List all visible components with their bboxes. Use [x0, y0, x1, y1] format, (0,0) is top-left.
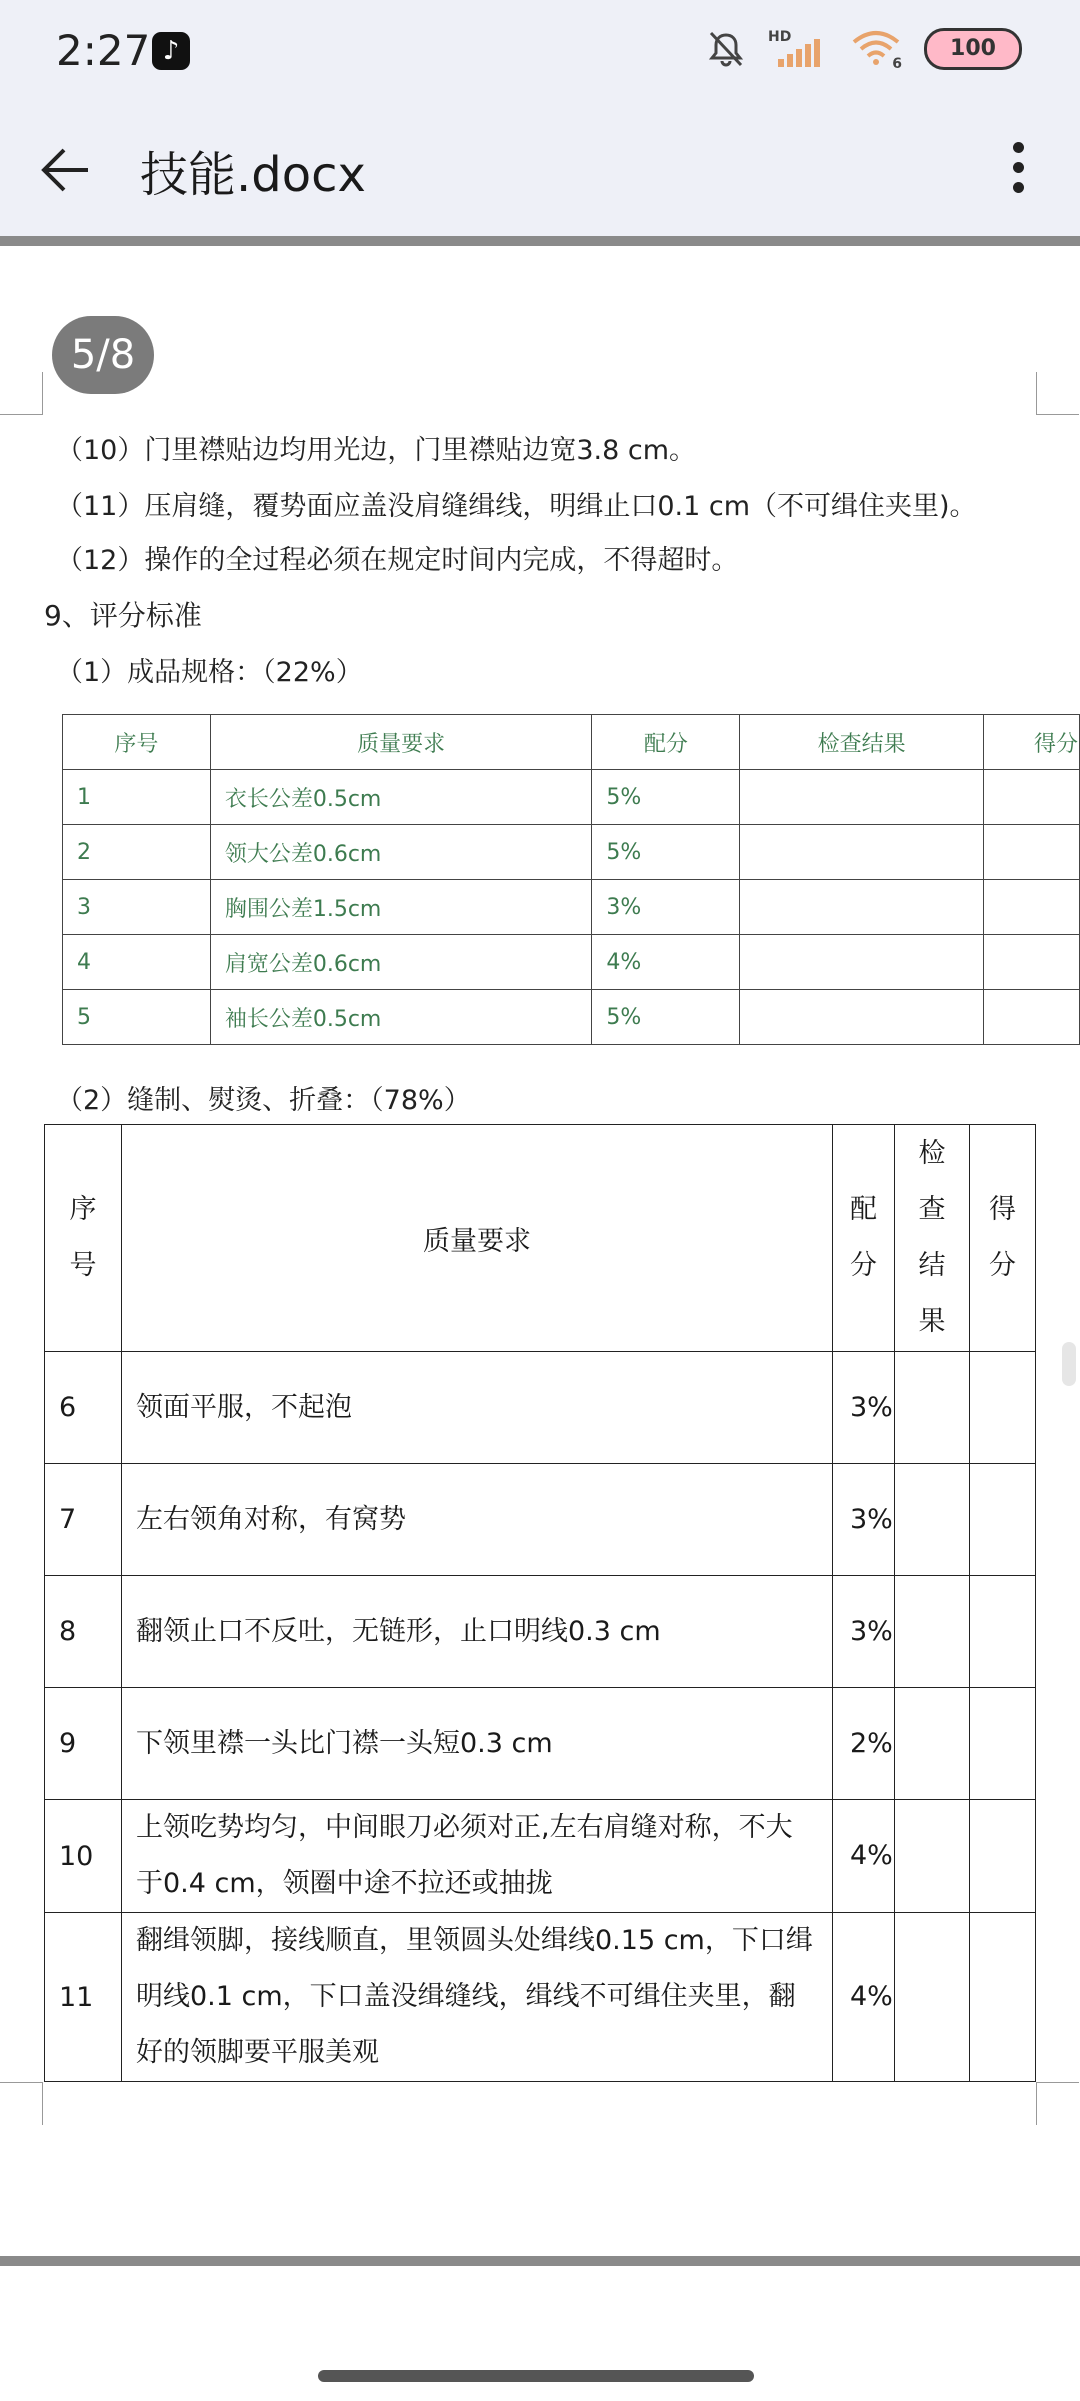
table-header-cell: 质量要求: [122, 1125, 833, 1352]
top-divider: [0, 236, 1080, 246]
row-result: [970, 1576, 1036, 1688]
specification-table: [62, 714, 1080, 1045]
row-number: 7: [45, 1464, 122, 1576]
page-corner-mark: [0, 2082, 43, 2125]
table-header-cell: 得分: [970, 1125, 1036, 1352]
row-requirement: 胸围公差1.5cm: [210, 880, 592, 935]
row-check-result: [740, 825, 984, 880]
row-requirement: 翻领止口不反吐，无链形，止口明线0.3 cm: [122, 1576, 833, 1688]
row-score: 3%: [833, 1576, 895, 1688]
row-requirement: 衣长公差0.5cm: [210, 770, 592, 825]
text-line: （11）压肩缝，覆势面应盖没肩缝缉线，明缉止口0.1 cm（不可缉住夹里)。: [56, 491, 977, 522]
battery-icon: 100: [924, 28, 1022, 70]
page-indicator: 5/8: [52, 316, 154, 394]
row-number: 1: [63, 770, 211, 825]
row-requirement: 肩宽公差0.6cm: [210, 935, 592, 990]
row-number: 2: [63, 825, 211, 880]
row-score: 5%: [592, 990, 740, 1045]
more-options-icon[interactable]: [986, 134, 1050, 206]
table-row: [63, 770, 1080, 825]
row-requirement: 下领里襟一头比门襟一头短0.3 cm: [122, 1688, 833, 1800]
subsection-heading: （1）成品规格：（22%）: [56, 657, 363, 688]
hd-label: HD: [768, 29, 792, 45]
table-row: [45, 1800, 1036, 1913]
table-header-cell: 配分: [592, 715, 740, 770]
table-row: [45, 1576, 1036, 1688]
table-row: [63, 935, 1080, 990]
row-score: 4%: [592, 935, 740, 990]
document-page[interactable]: [0, 246, 1080, 2245]
row-requirement: 领面平服，不起泡: [122, 1352, 833, 1464]
row-check-result: [895, 1800, 970, 1913]
row-number: 9: [45, 1688, 122, 1800]
table-header-row: [63, 715, 1080, 770]
table-header-cell: 质量要求: [210, 715, 592, 770]
status-time: 2:27: [56, 26, 151, 75]
wifi-6-label: 6: [892, 56, 902, 72]
row-score: 4%: [833, 1800, 895, 1913]
table-header-cell: 序号: [63, 715, 211, 770]
row-result: [983, 990, 1079, 1045]
row-check-result: [740, 990, 984, 1045]
table-header-row: [45, 1125, 1036, 1352]
row-requirement: 左右领角对称，有窝势: [122, 1464, 833, 1576]
mute-bell-icon: [706, 29, 746, 69]
row-result: [970, 1464, 1036, 1576]
row-number: 10: [45, 1800, 122, 1913]
signal-strength-icon: [768, 29, 828, 69]
sewing-quality-table: [44, 1124, 1036, 2082]
row-number: 6: [45, 1352, 122, 1464]
table-row: [63, 990, 1080, 1045]
status-bar: [0, 0, 1080, 104]
row-score: 5%: [592, 825, 740, 880]
section-heading: 9、评分标准: [44, 599, 202, 632]
row-number: 8: [45, 1576, 122, 1688]
row-requirement: 上领吃势均匀，中间眼刀必须对正,左右肩缝对称，不大于0.4 cm，领圈中途不拉还或抽拢: [122, 1800, 833, 1913]
back-arrow-icon[interactable]: [36, 140, 96, 200]
row-check-result: [895, 1913, 970, 2082]
page-corner-mark: [1036, 372, 1079, 415]
row-result: [970, 1800, 1036, 1913]
row-score: 5%: [592, 770, 740, 825]
table-header-cell: 检查结果: [895, 1125, 970, 1352]
scroll-handle[interactable]: [1062, 1342, 1076, 1386]
table-row: [45, 1352, 1036, 1464]
row-score: 3%: [833, 1464, 895, 1576]
table-row: [63, 880, 1080, 935]
row-result: [983, 770, 1079, 825]
row-check-result: [895, 1464, 970, 1576]
app-bar: [0, 104, 1080, 236]
document-title: 技能.docx: [140, 147, 366, 203]
row-number: 5: [63, 990, 211, 1045]
row-result: [970, 1913, 1036, 2082]
row-score: 3%: [833, 1352, 895, 1464]
table-row: [45, 1464, 1036, 1576]
row-check-result: [895, 1688, 970, 1800]
row-check-result: [740, 935, 984, 990]
row-result: [983, 825, 1079, 880]
row-number: 4: [63, 935, 211, 990]
row-result: [983, 880, 1079, 935]
row-number: 3: [63, 880, 211, 935]
row-score: 2%: [833, 1688, 895, 1800]
subsection-heading: （2）缝制、熨烫、折叠：（78%）: [56, 1085, 471, 1116]
table-header-cell: 序号: [45, 1125, 122, 1352]
row-result: [983, 935, 1079, 990]
text-line: （12）操作的全过程必须在规定时间内完成，不得超时。: [56, 545, 739, 576]
row-requirement: 领大公差0.6cm: [210, 825, 592, 880]
row-requirement: 翻缉领脚，接线顺直，里领圆头处缉线0.15 cm，下口缉明线0.1 cm，下口盖没缉缝线，缉线不可缉住夹里，翻好的领脚要平服美观: [122, 1913, 833, 2082]
row-score: 4%: [833, 1913, 895, 2082]
bottom-divider: [0, 2256, 1080, 2266]
gesture-navigation-bar[interactable]: [318, 2370, 754, 2382]
table-header-cell: 配分: [833, 1125, 895, 1352]
page-corner-mark: [0, 372, 43, 415]
table-row: [45, 1688, 1036, 1800]
row-check-result: [895, 1576, 970, 1688]
tiktok-notification-icon: ♪: [152, 32, 190, 70]
table-row: [45, 1913, 1036, 2082]
text-line: （10）门里襟贴边均用光边，门里襟贴边宽3.8 cm。: [56, 435, 697, 466]
row-check-result: [740, 880, 984, 935]
row-score: 3%: [592, 880, 740, 935]
row-check-result: [740, 770, 984, 825]
row-requirement: 袖长公差0.5cm: [210, 990, 592, 1045]
row-check-result: [895, 1352, 970, 1464]
row-number: 11: [45, 1913, 122, 2082]
table-header-cell: 检查结果: [740, 715, 984, 770]
wifi-icon: [850, 28, 902, 70]
table-row: [63, 825, 1080, 880]
page-corner-mark: [1036, 2082, 1079, 2125]
row-result: [970, 1688, 1036, 1800]
table-header-cell: 得分: [983, 715, 1079, 770]
row-result: [970, 1352, 1036, 1464]
